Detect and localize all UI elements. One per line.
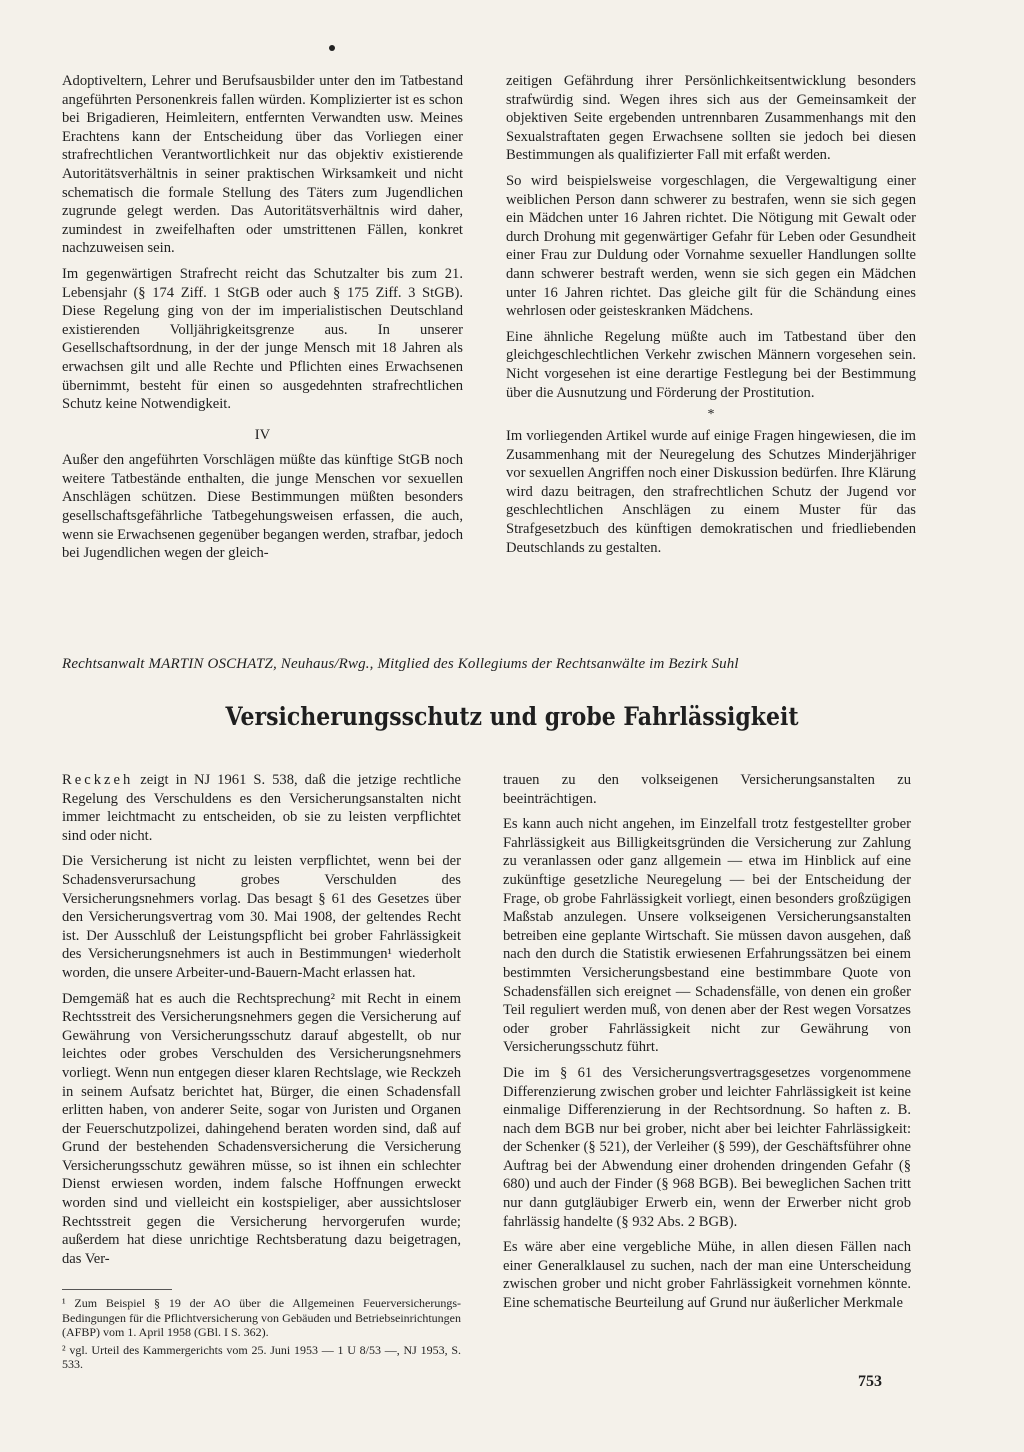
- paragraph: Eine ähnliche Regelung müßte auch im Tatbestand über den gleichgeschlechtlichen Verkehr zwischen Männern vorgesehen sein. Nicht vorgesehen ist eine derartige Festlegung bei der Bestimmung über die Ausnutzung und Förderung der Prostitution.: [506, 328, 916, 401]
- paragraph: Es wäre aber eine vergebliche Mühe, in allen diesen Fällen nach einer Generalklausel zu suchen, nach der man eine Unterscheidung zwischen grober und nicht grober Fahrlässigkeit vornehmen könnte. Eine schematische Beurteilung auf Grund nur äußerlicher Merkmale: [503, 1239, 911, 1312]
- footnote-rule: [62, 1289, 172, 1290]
- column-top-right: [506, 72, 916, 564]
- paragraph: [62, 771, 461, 845]
- paragraph-text: zeigt in NJ 1961 S. 538, daß die jetzige rechtliche Regelung des Verschuldens es den Versicherungsanstalten nicht immer leichtmacht zu entscheiden, ob sie zu leisten verpflichtet sind oder nicht.: [62, 772, 461, 844]
- paragraph: Außer den angeführten Vorschlägen müßte das künftige StGB noch weitere Tatbestände enthalten, die junge Menschen vor sexuellen Anschlägen schützen. Diese Bestimmungen müßten besonders gesellschaftsgefährliche Tatbegehungsweisen erfassen, die auch, wenn sie Erwachsenen gegenüber begangen werden, strafbar, jedoch bei Jugendlichen wegen der gleich-: [62, 452, 463, 562]
- lead-author-name: Reckzeh: [62, 772, 134, 788]
- column-bottom-left: [62, 771, 461, 1275]
- paragraph: So wird beispielsweise vorgeschlagen, die Vergewaltigung einer weiblichen Person dann schwerer zu bestrafen, wenn sie sich gegen ein Mädchen unter 16 Jahren richtet. Die Nötigung mit Gewalt oder durch Drohung mit gegenwärtiger Gefahr für Leben oder Gesundheit einer Frau zur Duldung oder Vornahme sexueller Handlungen sollte dann schwerer bestraft werden, wenn sie sich gegen ein Mädchen unter 16 Jahren richtet. Das gleiche gilt für die Schändung eines wehrlosen oder geisteskranken Mädchens.: [506, 172, 916, 320]
- paragraph: Die im § 61 des Versicherungsvertragsgesetzes vorgenommene Differenzierung zwischen grober und leichter Fahrlässigkeit ist keine einmalige Differenzierung in der Rechtsordnung. So haften z. B. nach dem BGB nur bei grober, nicht aber bei leichter Fahrlässigkeit: der Schenker (§ 521), der Verleiher (§ 599), der Geschäftsführer ohne Auftrag bei der Abwendung einer drohenden dringenden Gefahr (§ 680) und auch der Finder (§ 968 BGB). Bei beweglichen Sachen tritt nur dann gutgläubiger Erwerb ein, wenn der Erwerber nicht grob fahrlässig handelte (§ 932 Abs. 2 BGB).: [503, 1064, 911, 1230]
- page-number: 753: [858, 1373, 882, 1390]
- paragraph: zeitigen Gefährdung ihrer Persönlichkeitsentwicklung besonders strafwürdig sind. Wegen ihres sich aus der Gemeinsamkeit der objektiven Seite ergebenden untrennbaren Zusammenhangs mit den Sexualstraftaten gegen Erwachsene sollten sie jedoch bei diesen Bestimmungen als qualifizierter Fall mit erfaßt werden.: [506, 73, 916, 164]
- paragraph: Die Versicherung ist nicht zu leisten verpflichtet, wenn bei der Schadensverursachung grobes Verschulden des Versicherungsnehmers vorlag. Das besagt § 61 des Gesetzes über den Versicherungsvertrag vom 30. Mai 1908, der geltendes Recht ist. Der Ausschluß der Leistungspflicht bei grober Fahrlässigkeit des Versicherungsnehmers ist auch in Bestimmungen¹ wiederholt worden, die unsere Arbeiter-und-Bauern-Macht erlassen hat.: [62, 853, 461, 981]
- section-heading: IV: [254, 426, 271, 443]
- article-title: Versicherungsschutz und grobe Fahrlässigkeit: [225, 702, 799, 731]
- author-byline: Rechtsanwalt MARTIN OSCHATZ, Neuhaus/Rwg., Mitglied des Kollegiums der Rechtsanwälte im Bezirk Suhl: [62, 656, 739, 672]
- column-top-left: [62, 72, 463, 570]
- footnotes: [62, 1296, 461, 1375]
- paragraph: Demgemäß hat es auch die Rechtsprechung² mit Recht in einem Rechtsstreit des Versicherungsnehmers gegen die Versicherung auf Gewährung von Versicherungsschutz darauf abgestellt, ob nur leichtes oder grobes Verschulden des Versicherungsnehmers vorliegt. Wenn nun entgegen dieser klaren Rechtslage, wie Reckzeh in seinem Aufsatz berichtet hat, Bürger, die einen Schadensfall erlitten haben, von anderer Seite, sogar von Juristen und Organen der Feuerschutzpolizei, dahingehend beraten worden sind, daß auf Grund der bestehenden Schadensversicherung die Versicherung Versicherungsschutz gewähren müsse, so ist ihnen ein schlechter Dienst erwiesen worden, indem falsche Hoffnungen erweckt worden sind und vielleicht ein kostspieliger, aber aussichtsloser Rechtsstreit gegen die Versicherung hervorgerufen wurde; außerdem hat diese unrichtige Rechtsberatung dazu beigetragen, das Ver-: [62, 990, 461, 1267]
- paragraph: Es kann auch nicht angehen, im Einzelfall trotz festgestellter grober Fahrlässigkeit aus Billigkeitsgründen die Versicherung zur Zahlung zu veranlassen oder ganz allgemein — etwa im Hinblick auf eine zukünftige gesetzliche Neuregelung — bei der Entscheidung der Frage, ob grobe Fahrlässigkeit vorliegt, einen besonders großzügigen Maßstab anzulegen. Unsere volkseigenen Versicherungsanstalten betreiben eine geplante Wirtschaft. Sie müssen davon ausgehen, daß nach den durch die Statistik erwiesenen Erfahrungssätzen bei einem bestimmten Versicherungsbestand eine bestimmbare Quote von Schadensfällen sich ereignet — Schadensfälle, von denen ein großer Teil reguliert werden muß, von denen aber der Rest wegen Vorsatzes oder grober Fahrlässigkeit nicht zur Gewährung von Versicherungsschutz führt.: [503, 816, 911, 1056]
- paragraph: Adoptiveltern, Lehrer und Berufsausbilder unter den im Tatbestand angeführten Personenkreis fallen würden. Komplizierter ist es schon bei Brigadieren, Heimleitern, entfernten Verwandten usw. Meines Erachtens kann der Entscheidung über das Vorliegen einer strafrechtlichen Verantwortlichkeit nur das objektiv existierende Autoritätsverhältnis in seiner praktischen Wirksamkeit und nicht schematisch die formale Stellung des Täters zum Jugendlichen zugrunde gelegt werden. Das Autoritätsverhältnis wird daher, zumindest in zweifelhaften oder umstrittenen Fällen, konkret nachzuweisen sein.: [62, 73, 463, 257]
- paragraph: Im vorliegenden Artikel wurde auf einige Fragen hingewiesen, die im Zusammenhang mit der Neuregelung des Schutzes Minderjähriger vor sexuellen Angriffen noch einer Diskussion bedürfen. Ihre Klärung wird dazu beitragen, den strafrechtlichen Schutz der Jugend vor geschlechtlichen Anschlägen zu einem Muster für das Strafgesetzbuch des künftigen demokratischen und friedliebenden Deutschlands zu gestalten.: [506, 428, 916, 556]
- footnote: ¹ Zum Beispiel § 19 der AO über die Allgemeinen Feuerversicherungs-Bedingungen für die Pflichtversicherung von Gebäuden und Betriebseinrichtungen (AFBP) vom 1. April 1958 (GBl. I S. 362).: [62, 1296, 461, 1340]
- footnote: ² vgl. Urteil des Kammergerichts vom 25. Juni 1953 — 1 U 8/53 —, NJ 1953, S. 533.: [62, 1342, 461, 1372]
- ink-dot: [329, 45, 335, 51]
- paragraph: trauen zu den volkseigenen Versicherungsanstalten zu beeinträchtigen.: [503, 772, 911, 807]
- section-separator: *: [707, 407, 715, 423]
- paragraph: Im gegenwärtigen Strafrecht reicht das Schutzalter bis zum 21. Lebensjahr (§ 174 Ziff. 1 StGB oder auch § 175 Ziff. 3 StGB). Diese Regelung ging von der im imperialistischen Deutschland existierenden Volljährigkeitsgrenze aus. In unserer Gesellschaftsordnung, in der der junge Mensch mit 18 Jahren als erwachsen gilt und alle Rechte und Pflichten eines Erwachsenen übernimmt, besteht für einen so ausgedehnten strafrechtlichen Schutz keine Notwendigkeit.: [62, 265, 463, 413]
- column-bottom-right: [503, 771, 911, 1320]
